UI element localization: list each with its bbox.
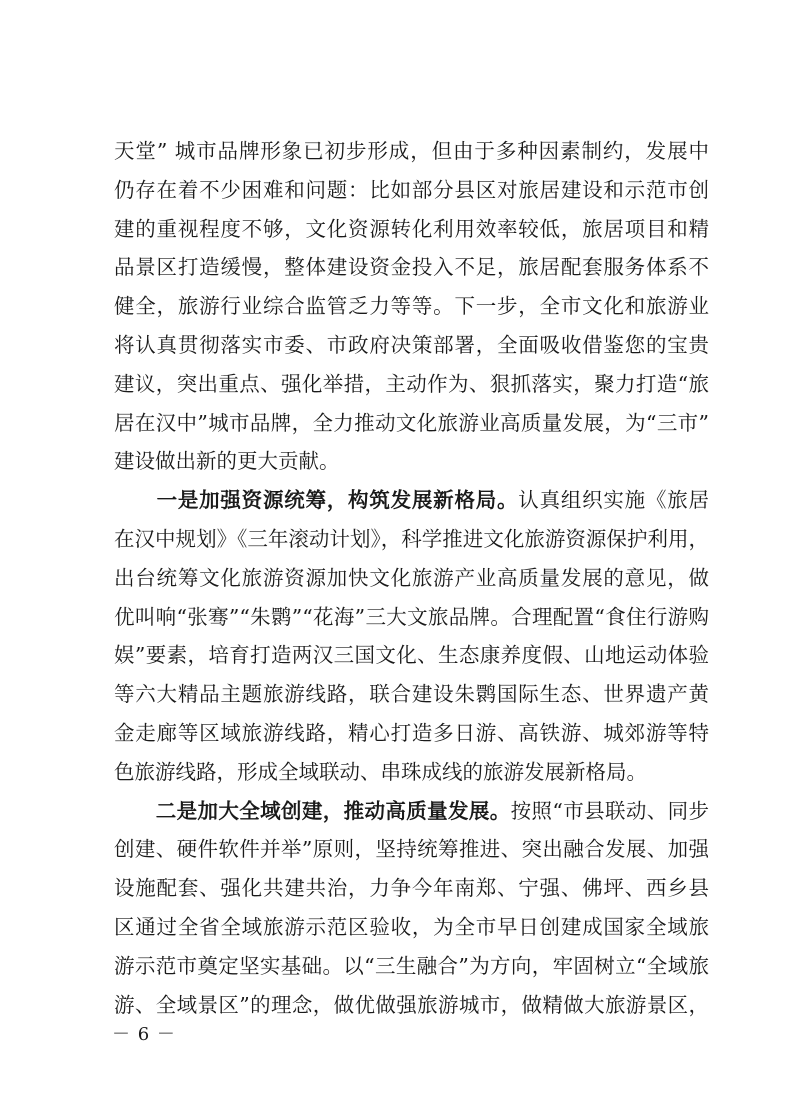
text-line: 娱”要素，培育打造两汉三国文化、生态康养度假、山地运动体验 — [114, 643, 709, 668]
text-line: 优叫响“张骞”“朱鹮”“花海”三大文旅品牌。合理配置“食住行游购 — [114, 604, 709, 629]
text-line: 建设做出新的更大贡献。 — [114, 449, 340, 474]
paragraph-1 — [114, 132, 709, 481]
text-line: 将认真贯彻落实市委、市政府决策部署，全面吸收借鉴您的宝贵 — [114, 332, 709, 357]
text-line: 在汉中规划》《三年滚动计划》，科学推进文化旅游资源保护利用， — [114, 526, 709, 551]
text-line: 出台统筹文化旅游资源加快文化旅游产业高质量发展的意见，做 — [114, 565, 709, 590]
text-fragment: 认真组织实施《旅居 — [518, 488, 710, 513]
paragraph-3 — [114, 792, 709, 1025]
text-line-first — [114, 481, 709, 520]
text-line: 建议，突出重点、强化举措，主动作为、狠抓落实，聚力打造“旅 — [114, 371, 709, 396]
text-line: 品景区打造缓慢，整体建设资金投入不足，旅居配套服务体系不 — [114, 255, 709, 280]
text-fragment: 按照“市县联动、同步 — [510, 798, 710, 823]
paragraph-2 — [114, 481, 709, 791]
text-line: 金走廊等区域旅游线路，精心打造多日游、高铁游、城郊游等特 — [114, 720, 709, 745]
text-line-first — [114, 792, 709, 831]
paragraph-heading: 一是加强资源统筹，构筑发展新格局。 — [156, 488, 519, 513]
text-line: 游示范市奠定坚实基础。以“三生融合”为方向，牢固树立“全域旅 — [114, 953, 709, 978]
text-line: 等六大精品主题旅游线路，联合建设朱鹮国际生态、世界遗产黄 — [114, 682, 709, 707]
text-line: 色旅游线路，形成全域联动、串珠成线的旅游发展新格局。 — [114, 759, 647, 784]
text-line: 设施配套、强化共建共治，力争今年南郑、宁强、佛坪、西乡县 — [114, 876, 709, 901]
text-line: 天堂” 城市品牌形象已初步形成，但由于多种因素制约，发展中 — [114, 139, 709, 163]
page-number: － 6 － — [112, 1024, 176, 1045]
text-line: 居在汉中”城市品牌，全力推动文化旅游业高质量发展，为“三市” — [114, 410, 709, 435]
text-line: 仍存在着不少困难和问题：比如部分县区对旅居建设和示范市创 — [114, 177, 709, 202]
text-line: 建的重视程度不够，文化资源转化利用效率较低，旅居项目和精 — [114, 216, 709, 241]
text-line: 游、全域景区”的理念，做优做强旅游城市，做精做大旅游景区， — [114, 992, 709, 1017]
text-line: 区通过全省全域旅游示范区验收，为全市早日创建成国家全域旅 — [114, 914, 709, 939]
paragraph-heading: 二是加大全域创建，推动高质量发展。 — [155, 798, 511, 823]
body-text — [114, 132, 709, 1024]
text-line: 健全，旅游行业综合监管乏力等等。下一步，全市文化和旅游业 — [114, 294, 709, 319]
text-line: 创建、硬件软件并举”原则，坚持统筹推进、突出融合发展、加强 — [114, 837, 709, 862]
